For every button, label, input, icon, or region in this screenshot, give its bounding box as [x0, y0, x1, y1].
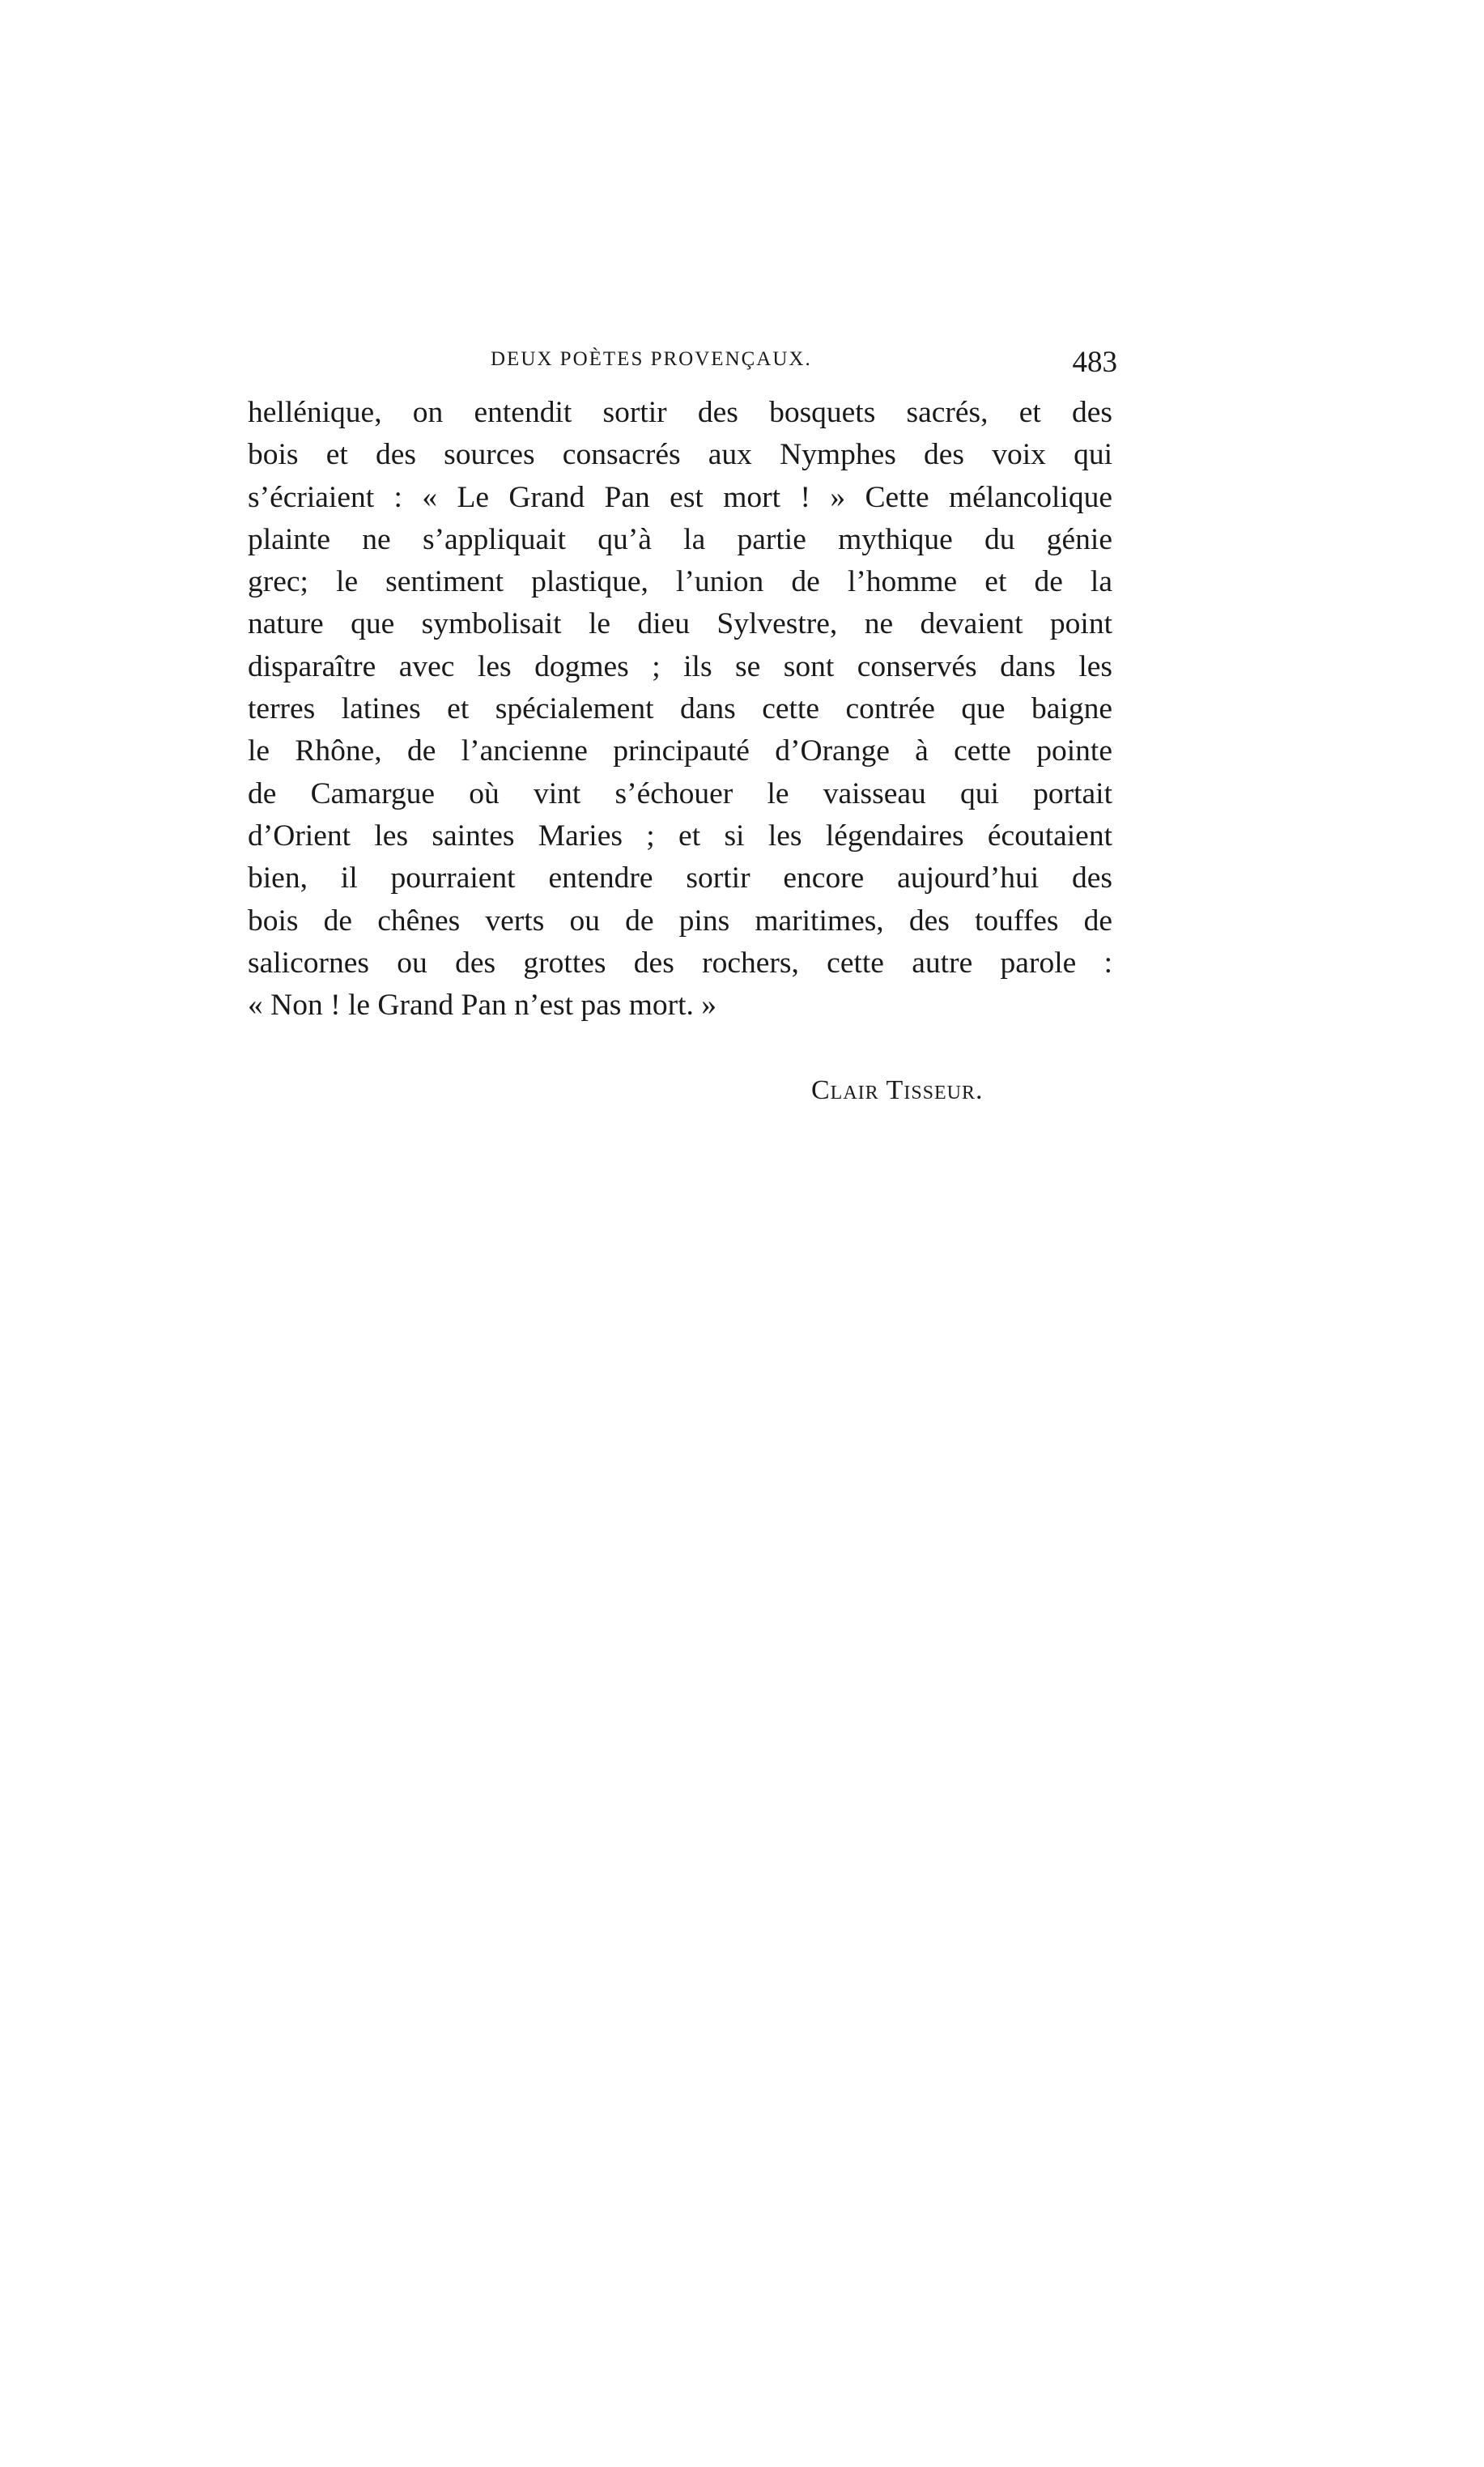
text-line: disparaître avec les dogmes ; ils se sont conservés dans les — [248, 649, 1112, 683]
text-line: bien, il pourraient entendre sortir encore aujourd’hui des — [248, 861, 1112, 895]
text-line: salicornes ou des grottes des rochers, cette autre parole : — [248, 946, 1112, 980]
text-line: hellénique, on entendit sortir des bosquets sacrés, et des — [248, 396, 1112, 429]
text-line: terres latines et spécialement dans cette contrée que baigne — [248, 692, 1112, 726]
text-line: plainte ne s’appliquait qu’à la partie mythique du génie — [248, 522, 1112, 556]
running-title: DEUX POÈTES PROVENÇAUX. — [491, 348, 812, 370]
text-line: de Camargue où vint s’échouer le vaisseau qui portait — [248, 776, 1112, 810]
body-paragraph — [248, 392, 1112, 1027]
running-head — [248, 345, 1132, 385]
text-line: nature que symbolisait le dieu Sylvestre, ne devaient point — [248, 607, 1112, 641]
text-line: « Non ! le Grand Pan n’est pas mort. » — [248, 989, 717, 1023]
text-line: le Rhône, de l’ancienne principauté d’Orange à cette pointe — [248, 734, 1112, 768]
text-line: grec; le sentiment plastique, l’union de l’homme et de la — [248, 565, 1112, 599]
page-number: 483 — [1072, 346, 1117, 379]
author-signature: Clair Tisseur. — [811, 1075, 984, 1105]
text-line: bois de chênes verts ou de pins maritimes, des touffes de — [248, 904, 1112, 938]
text-line: s’écriaient : « Le Grand Pan est mort ! » Cette mélancolique — [248, 480, 1112, 514]
text-line: bois et des sources consacrés aux Nymphes des voix qui — [248, 438, 1112, 472]
text-line: d’Orient les saintes Maries ; et si les légendaires écoutaient — [248, 819, 1112, 853]
